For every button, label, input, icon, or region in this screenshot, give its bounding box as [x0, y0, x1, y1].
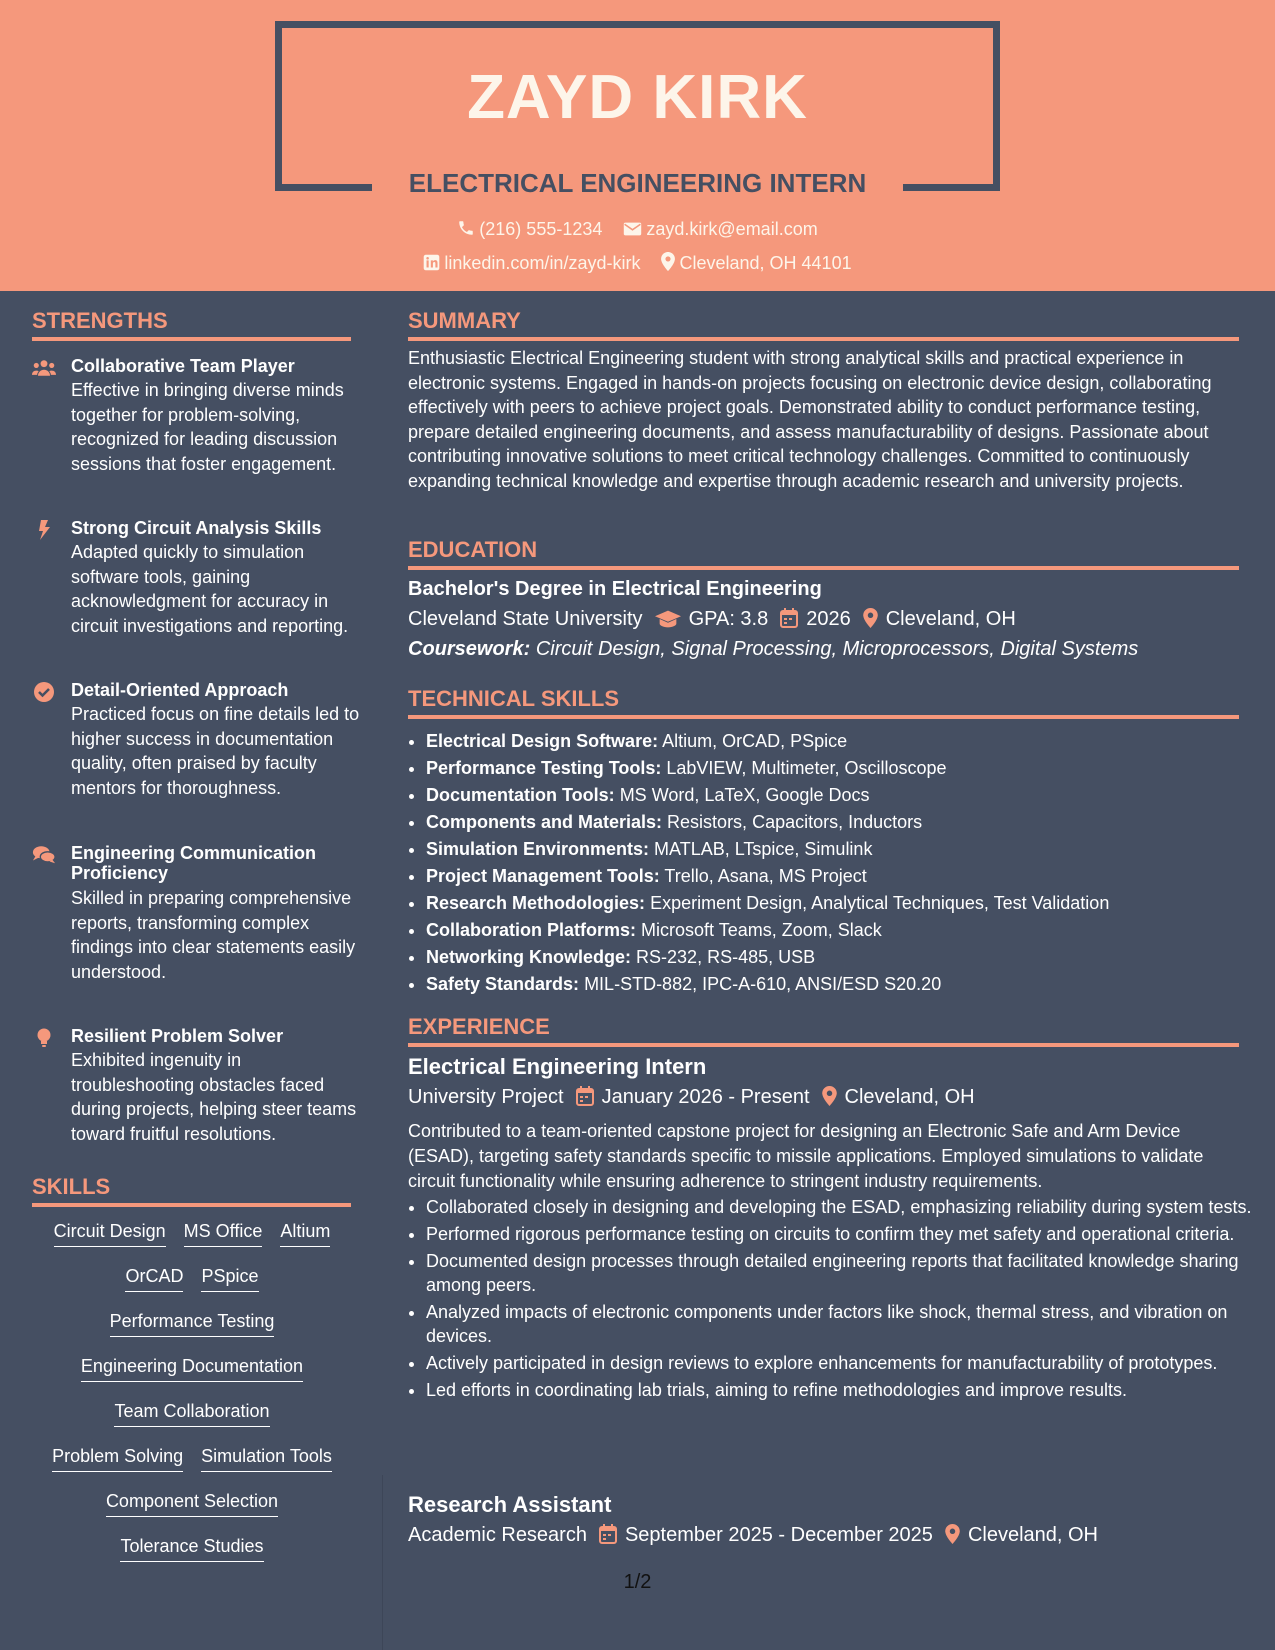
technical-skill-label: Project Management Tools:	[426, 866, 660, 886]
technical-skill-item	[426, 782, 1256, 809]
coursework-label: Coursework:	[408, 638, 531, 660]
calendar-icon	[780, 608, 798, 628]
envelope-icon	[623, 221, 642, 237]
technical-skills-heading: TECHNICAL SKILLS	[408, 686, 620, 711]
school-name: Cleveland State University	[408, 608, 643, 630]
technical-skill-item	[426, 917, 1256, 944]
header-frame-top	[275, 21, 1000, 28]
technical-skill-value: LabVIEW, Multimeter, Oscilloscope	[666, 758, 947, 778]
coursework-line	[408, 638, 1138, 661]
technical-skill-value: MIL-STD-882, IPC-A-610, ANSI/ESD S20.20	[584, 974, 942, 994]
skill-row	[32, 1399, 352, 1444]
education-location: Cleveland, OH	[885, 608, 1016, 630]
strengths-rule	[32, 337, 351, 341]
lightbulb-icon	[32, 1028, 56, 1048]
strengths-heading: STRENGTHS	[32, 308, 168, 333]
technical-skills-rule	[408, 715, 1239, 719]
skill-row	[32, 1309, 352, 1354]
technical-skill-item	[426, 755, 1256, 782]
technical-skill-value: Resistors, Capacitors, Inductors	[667, 812, 923, 832]
coursework-list: Circuit Design, Signal Processing, Microprocessors, Digital Systems	[535, 638, 1139, 660]
graduation-year: 2026	[806, 608, 851, 630]
comments-icon	[32, 845, 56, 865]
job-title: Research Assistant	[408, 1492, 612, 1517]
skill-tag: Altium	[280, 1219, 330, 1247]
technical-skills-list	[408, 728, 1256, 998]
contact-row-2	[0, 252, 1275, 274]
skills-heading: SKILLS	[32, 1174, 111, 1199]
map-marker-icon	[863, 608, 878, 628]
education-rule	[408, 566, 1239, 570]
job-bullet: • Analyzed impacts of electronic components under factors like shock, thermal stress, and vibration on devices.	[426, 1300, 1256, 1348]
job-bullet-list	[408, 1195, 1256, 1405]
education-heading: EDUCATION	[408, 537, 538, 562]
summary-text: Enthusiastic Electrical Engineering student with strong analytical skills and practical experience in electronic systems. Engaged in hands-on projects focusing on electronic device design, collaborating effectively with peers to achieve project goals. Demonstrated ability to conduct performance testing, prepare detailed engineering documents, and assess manufacturability of designs. Passionate about contributing innovative solutions to meet critical technology challenges. Committed to continuously expanding technical knowledge and expertise through academic research and university projects.	[408, 348, 1212, 491]
skill-row	[32, 1219, 352, 1264]
technical-skill-item	[426, 728, 1256, 755]
map-marker-icon	[822, 1086, 837, 1106]
job-location: Cleveland, OH	[844, 1086, 975, 1108]
summary-rule	[408, 337, 1239, 341]
job-location: Cleveland, OH	[967, 1524, 1098, 1546]
job-bullet: • Collaborated closely in designing and developing the ESAD, emphasizing reliability during system tests.	[426, 1195, 1256, 1219]
technical-skill-label: Performance Testing Tools:	[426, 758, 662, 778]
skill-tag: OrCAD	[125, 1264, 183, 1292]
summary-heading: SUMMARY	[408, 308, 521, 333]
job-bullet: • Performed rigorous performance testing on circuits to confirm they met safety and operational criteria.	[426, 1222, 1256, 1246]
map-marker-icon	[661, 252, 675, 271]
job-bullet: • Actively participated in design reviews to explore enhancements for manufacturability of prototypes.	[426, 1351, 1256, 1375]
skill-tag: Engineering Documentation	[81, 1354, 303, 1382]
technical-skill-item	[426, 971, 1256, 998]
technical-skill-value: Experiment Design, Analytical Techniques, Test Validation	[650, 893, 1110, 913]
gpa: GPA: 3.8	[688, 608, 769, 630]
phone-icon	[457, 219, 475, 237]
skill-row	[32, 1354, 352, 1399]
job-dates: January 2026 - Present	[601, 1086, 810, 1108]
technical-skill-value: Microsoft Teams, Zoom, Slack	[641, 920, 882, 940]
column-divider	[382, 1475, 383, 1650]
experience-rule	[408, 1043, 1239, 1047]
candidate-title: ELECTRICAL ENGINEERING INTERN	[408, 168, 867, 198]
technical-skill-label: Research Methodologies:	[426, 893, 646, 913]
technical-skill-item	[426, 890, 1256, 917]
skills-rule	[32, 1203, 351, 1207]
email-contact[interactable]	[623, 219, 817, 239]
technical-skill-label: Electrical Design Software:	[426, 731, 659, 751]
skill-row	[32, 1264, 352, 1309]
degree-title: Bachelor's Degree in Electrical Engineering	[408, 578, 822, 600]
skills-tag-cloud	[32, 1219, 352, 1579]
phone-contact[interactable]	[457, 219, 607, 239]
technical-skill-label: Documentation Tools:	[426, 785, 615, 805]
technical-skill-value: MS Word, LaTeX, Google Docs	[619, 785, 870, 805]
technical-skill-label: Networking Knowledge:	[426, 947, 632, 967]
technical-skill-label: Simulation Environments:	[426, 839, 650, 859]
skill-tag: Component Selection	[106, 1489, 278, 1517]
users-icon	[32, 358, 56, 378]
calendar-icon	[576, 1086, 594, 1106]
strength-title: Detail-Oriented Approach	[71, 680, 289, 700]
technical-skill-label: Components and Materials:	[426, 812, 663, 832]
linkedin-icon	[423, 254, 440, 271]
linkedin-contact[interactable]	[423, 253, 645, 273]
skill-row	[32, 1444, 352, 1489]
strength-description: Skilled in preparing comprehensive reports, transforming complex findings into clear statements easily understood.	[71, 888, 356, 982]
job-meta	[408, 1524, 1098, 1547]
technical-skill-item	[426, 809, 1256, 836]
technical-skill-label: Collaboration Platforms:	[426, 920, 637, 940]
map-marker-icon	[945, 1524, 960, 1544]
job-title: Electrical Engineering Intern	[408, 1054, 707, 1079]
email-text: zayd.kirk@email.com	[646, 219, 818, 239]
technical-skill-item	[426, 836, 1256, 863]
strength-title: Collaborative Team Player	[71, 356, 295, 376]
skill-tag: Simulation Tools	[201, 1444, 332, 1472]
page-number: 1/2	[623, 1571, 652, 1593]
candidate-name: ZAYD KIRK	[467, 63, 808, 132]
education-meta	[408, 608, 1016, 631]
skill-row	[32, 1489, 352, 1534]
strength-title: Strong Circuit Analysis Skills	[71, 518, 322, 538]
check-circle-icon	[32, 682, 56, 702]
phone-text: (216) 555-1234	[479, 219, 603, 239]
graduation-cap-icon	[655, 610, 681, 628]
contact-row-1	[0, 219, 1275, 240]
strength-title: Engineering Communication Proficiency	[71, 843, 317, 883]
technical-skill-value: RS-232, RS-485, USB	[636, 947, 816, 967]
location-text: Cleveland, OH 44101	[679, 253, 852, 273]
skill-tag: MS Office	[184, 1219, 263, 1247]
job-organization: Academic Research	[408, 1524, 587, 1546]
technical-skill-value: Altium, OrCAD, PSpice	[662, 731, 848, 751]
strength-description: Adapted quickly to simulation software tools, gaining acknowledgment for accuracy in circuit investigations and reporting.	[71, 542, 349, 636]
skill-tag: Performance Testing	[110, 1309, 275, 1337]
technical-skill-value: MATLAB, LTspice, Simulink	[654, 839, 873, 859]
resume-header	[0, 0, 1275, 291]
experience-heading: EXPERIENCE	[408, 1014, 550, 1039]
skill-tag: Circuit Design	[54, 1219, 166, 1247]
location-contact	[661, 253, 851, 273]
job-organization: University Project	[408, 1086, 564, 1108]
job-meta	[408, 1086, 975, 1109]
strength-description: Effective in bringing diverse minds together for problem-solving, recognized for leading discussion sessions that foster engagement.	[71, 380, 344, 474]
job-dates: September 2025 - December 2025	[624, 1524, 933, 1546]
strength-title: Resilient Problem Solver	[71, 1026, 284, 1046]
technical-skill-value: Trello, Asana, MS Project	[664, 866, 867, 886]
calendar-icon	[599, 1524, 617, 1544]
technical-skill-item	[426, 944, 1256, 971]
bolt-icon	[32, 520, 56, 540]
technical-skill-label: Safety Standards:	[426, 974, 580, 994]
technical-skill-item	[426, 863, 1256, 890]
job-bullet: • Led efforts in coordinating lab trials, aiming to refine methodologies and improve results.	[426, 1378, 1256, 1402]
skill-tag: Team Collaboration	[114, 1399, 269, 1427]
linkedin-text: linkedin.com/in/zayd-kirk	[444, 253, 641, 273]
skill-tag: Tolerance Studies	[120, 1534, 263, 1562]
skill-tag: PSpice	[201, 1264, 258, 1292]
strength-description: Exhibited ingenuity in troubleshooting obstacles faced during projects, helping steer teams toward fruitful resolutions.	[71, 1050, 357, 1144]
skill-tag: Problem Solving	[52, 1444, 183, 1472]
job-description: Contributed to a team-oriented capstone project for designing an Electronic Safe and Arm Device (ESAD), targeting safety standards specific to missile applications. Employed simulations to validate circuit functionality while ensuring adherence to stringent industry requirements.	[408, 1121, 1204, 1191]
strength-description: Practiced focus on fine details led to higher success in documentation quality, often praised by faculty mentors for thoroughness.	[71, 704, 360, 798]
job-bullet: • Documented design processes through detailed engineering reports that facilitated knowledge sharing among peers.	[426, 1249, 1256, 1297]
